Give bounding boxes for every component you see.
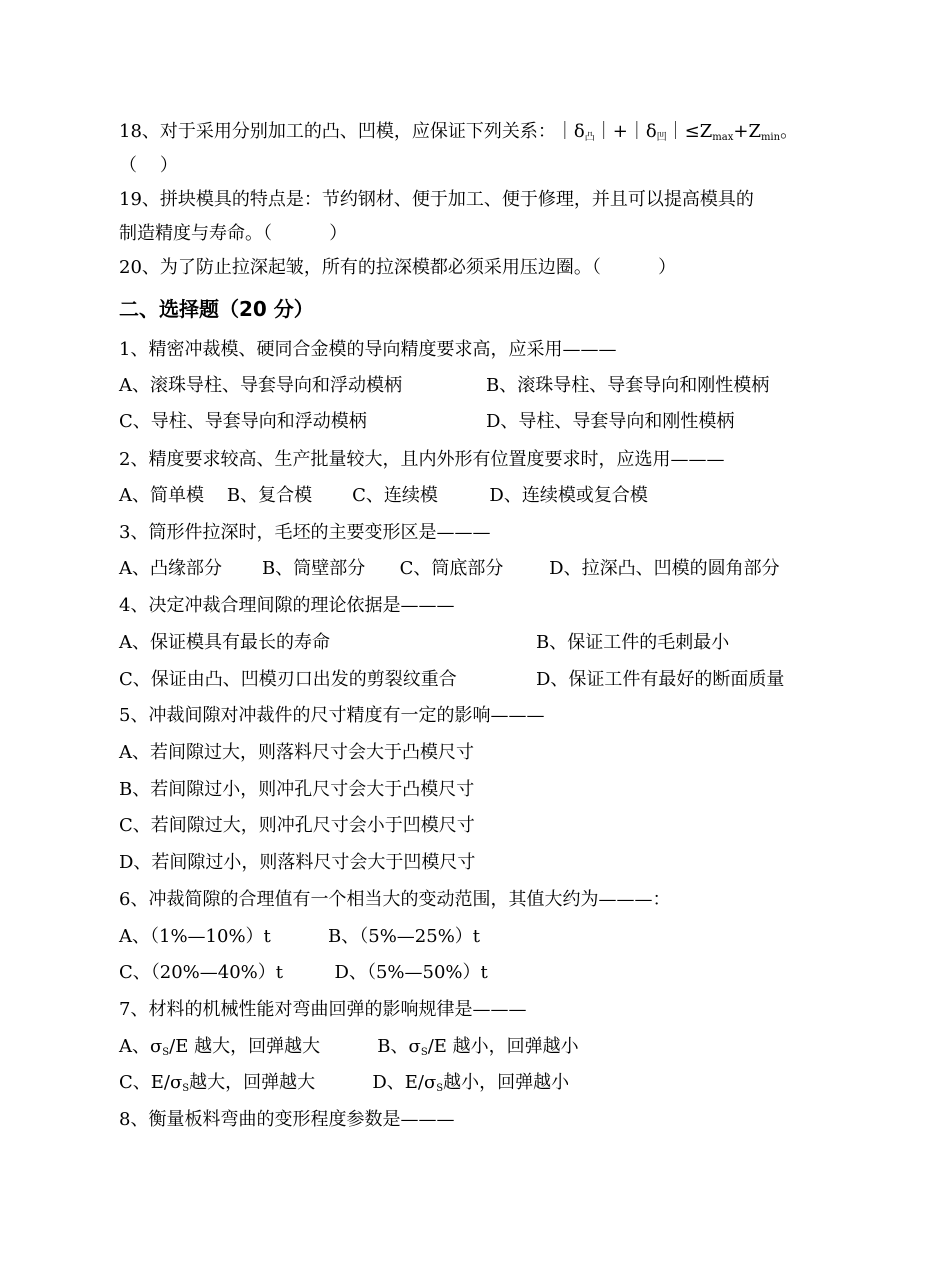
q7-options-cd xyxy=(119,1071,569,1101)
q1-option-c: C、导柱、导套导向和浮动模柄 xyxy=(119,411,367,432)
mc-question-4: 4、决定冲裁合理间隙的理论依据是——— xyxy=(119,595,455,616)
q18-sub-min: min xyxy=(760,132,781,143)
mc-question-3: 3、筒形件拉深时，毛坯的主要变形区是——— xyxy=(119,522,491,543)
q1-option-a: A、滚珠导柱、导套导向和浮动模柄 xyxy=(119,375,402,396)
q18-sub-punch: 凸 xyxy=(584,132,595,143)
q5-option-c: C、若间隙过大，则冲孔尺寸会小于凹模尺寸 xyxy=(119,815,475,836)
q18-text-4: +Z xyxy=(733,121,761,142)
q7-option-b-sub: S xyxy=(420,1047,428,1058)
q6-options-cd: C、（20%—40%）t D、（5%—50%）t xyxy=(119,962,488,983)
q7-option-b-text: /E 越小，回弹越小 xyxy=(427,1036,579,1057)
q5-option-a: A、若间隙过大，则落料尺寸会大于凸模尺寸 xyxy=(119,742,474,763)
q7-option-c-sub: S xyxy=(182,1083,190,1094)
mc-question-6: 6、冲裁简隙的合理值有一个相当大的变动范围，其值大约为———： xyxy=(119,889,671,910)
q18-text-5: 。 xyxy=(780,121,799,142)
q2-options: A、简单模 B、复合模 C、连续模 D、连续模或复合模 xyxy=(119,485,648,506)
question-18 xyxy=(119,120,798,150)
q3-options: A、凸缘部分 B、筒壁部分 C、筒底部分 D、拉深凸、凹模的圆角部分 xyxy=(119,558,780,579)
q18-text-3: ｜≤Z xyxy=(666,121,713,142)
q7-option-a-sub: S xyxy=(162,1047,170,1058)
q18-sub-die: 凹 xyxy=(656,132,667,143)
q18-sub-max: max xyxy=(712,132,734,143)
section-heading: 二、选择题（20 分） xyxy=(119,297,314,321)
q4-option-b: B、保证工件的毛刺最小 xyxy=(536,632,730,653)
q18-text-2: ｜+｜δ xyxy=(594,121,657,142)
q7-option-a-text: A、σ xyxy=(119,1036,163,1057)
mc-question-2: 2、精度要求较高、生产批量较大，且内外形有位置度要求时，应选用——— xyxy=(119,449,725,470)
q1-option-b: B、滚珠导柱、导套导向和刚性模柄 xyxy=(486,375,770,396)
question-19-line2: 制造精度与寿命。（ ） xyxy=(119,223,348,244)
q7-option-d-sub: S xyxy=(436,1083,444,1094)
q7-option-d-text: 越小，回弹越小 xyxy=(443,1072,570,1093)
q18-answer-paren: （ ） xyxy=(119,155,178,176)
question-19-line1: 19、拼块模具的特点是：节约钢材、便于加工、便于修理，并且可以提高模具的 xyxy=(119,189,754,210)
mc-question-7: 7、材料的机械性能对弯曲回弹的影响规律是——— xyxy=(119,999,527,1020)
q4-option-a: A、保证模具有最长的寿命 xyxy=(119,632,330,653)
q7-option-a-text-2: /E 越大，回弹越大 B、σ xyxy=(169,1036,421,1057)
q7-option-c-text-2: 越大，回弹越大 D、E/σ xyxy=(189,1072,437,1093)
mc-question-5: 5、冲裁间隙对冲裁件的尺寸精度有一定的影响——— xyxy=(119,705,545,726)
q4-option-d: D、保证工件有最好的断面质量 xyxy=(536,669,785,690)
q5-option-b: B、若间隙过小，则冲孔尺寸会大于凸模尺寸 xyxy=(119,779,475,800)
q5-option-d: D、若间隙过小，则落料尺寸会大于凹模尺寸 xyxy=(119,852,476,873)
q6-options-ab: A、（1%—10%）t B、（5%—25%）t xyxy=(119,926,481,947)
mc-question-8: 8、衡量板料弯曲的变形程度参数是——— xyxy=(119,1109,455,1130)
q18-text: 18、对于采用分别加工的凸、凹模，应保证下列关系：｜δ xyxy=(119,121,585,142)
q4-option-c: C、保证由凸、凹模刃口出发的剪裂纹重合 xyxy=(119,669,457,690)
q7-options-ab xyxy=(119,1035,579,1065)
q7-option-c-text: C、E/σ xyxy=(119,1072,183,1093)
q1-option-d: D、导柱、导套导向和刚性模柄 xyxy=(486,411,735,432)
mc-question-1: 1、精密冲裁模、硬同合金模的导向精度要求高，应采用——— xyxy=(119,339,617,360)
question-20: 20、为了防止拉深起皱，所有的拉深模都必须采用压边圈。（ ） xyxy=(119,257,677,278)
